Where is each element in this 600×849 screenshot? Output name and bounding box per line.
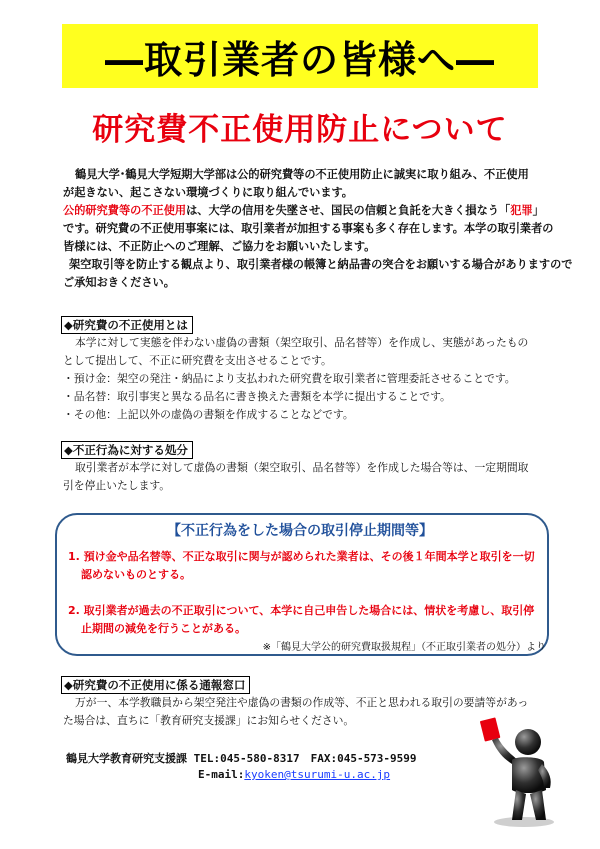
intro-crime-word: 犯罪 bbox=[510, 204, 533, 217]
intro-line-5: 皆様には、不正防止へのご理解、ご協力をお願いいたします。 bbox=[63, 240, 376, 253]
contact-email-row bbox=[198, 768, 390, 781]
intro-red-phrase: 公的研究費等の不正使用 bbox=[63, 204, 187, 217]
section-heading-misuse: ◆研究費の不正使用とは bbox=[61, 316, 193, 334]
section1-item-3: ・その他：上記以外の虚偽の書類を作成することなどです。 bbox=[63, 408, 354, 421]
intro-line-3 bbox=[63, 202, 553, 220]
title-banner bbox=[62, 24, 538, 88]
intro-end-text: 」 bbox=[532, 204, 544, 217]
suspension-point-1-line-1: 1. 預け金や品名替等、不正な取引に関与が認められた業者は、その後１年間本学と取引を一切 bbox=[68, 550, 535, 563]
section-heading-penalty: ◆不正行為に対する処分 bbox=[61, 441, 193, 459]
section1-line-1: 本学に対して実態を伴わない虚偽の書類（架空取引、品名替等）を作成し、実態があったもの bbox=[75, 336, 529, 349]
page-subtitle: 研究費不正使用防止について bbox=[92, 112, 508, 148]
page-title: ―取引業者の皆様へ― bbox=[104, 37, 495, 82]
referee-red-card-figure-icon bbox=[478, 716, 560, 828]
suspension-point-1-line-2: 認めないものとする。 bbox=[81, 568, 191, 581]
section1-line-2: として提出して、不正に研究費を支出させることです。 bbox=[63, 354, 332, 367]
section3-line-1: 万が一、本学教職員から架空発注や虚偽の書類の作成等、不正と思われる取引の要請等があっ bbox=[75, 696, 529, 709]
intro-mid-text: は、大学の信用を失墜させ、国民の信頼と負託を大きく損なう「 bbox=[186, 204, 511, 217]
section2-line-2: 引を停止いたします。 bbox=[63, 479, 171, 492]
contact-phone-fax: 鶴見大学教育研究支援課 TEL:045-580-8317 FAX:045-573-9599 bbox=[66, 752, 417, 765]
suspension-point-2-line-2: 止期間の減免を行うことがある。 bbox=[81, 622, 246, 635]
suspension-point-2-line-1: 2. 取引業者が過去の不正取引について、本学に自己申告した場合には、情状を考慮し、取引停 bbox=[68, 604, 535, 617]
intro-line-7: ご承知おきください。 bbox=[63, 276, 175, 289]
section3-line-2: た場合は、直ちに「教育研究支援課」にお知らせください。 bbox=[63, 714, 355, 727]
intro-line-1: 鶴見大学･鶴見大学短期大学部は公的研究費等の不正使用防止に誠実に取り組み、不正使用 bbox=[75, 168, 529, 181]
section1-item-1: ・預け金：架空の発注・納品により支払われた研究費を取引業者に管理委託させることです。 bbox=[63, 372, 516, 385]
intro-line-2: が起きない、起こさない環境づくりに取り組んでいます。 bbox=[63, 186, 353, 199]
intro-line-6: 架空取引等を防止する観点より、取引業者様の帳簿と納品書の突合をお願いする場合がありますので bbox=[69, 258, 573, 271]
section2-line-1: 取引業者が本学に対して虚偽の書類（架空取引、品名替等）を作成した場合等は、一定期間取 bbox=[75, 461, 529, 474]
suspension-box-title: 【不正行為をした場合の取引停止期間等】 bbox=[167, 523, 433, 539]
regulation-note: ※「鶴見大学公的研究費取扱規程」（不正取引業者の処分）より bbox=[262, 642, 546, 653]
email-link[interactable]: kyoken@tsurumi-u.ac.jp bbox=[244, 768, 391, 781]
section-heading-reporting: ◆研究費の不正使用に係る通報窓口 bbox=[61, 676, 250, 694]
section1-item-2: ・品名替：取引事実と異なる品名に書き換えた書類を本学に提出することです。 bbox=[63, 390, 451, 403]
intro-line-4: です。研究費の不正使用事案には、取引業者が加担する事案も多く存在します。本学の取引業者の bbox=[63, 222, 554, 235]
email-label: E-mail: bbox=[198, 768, 245, 781]
